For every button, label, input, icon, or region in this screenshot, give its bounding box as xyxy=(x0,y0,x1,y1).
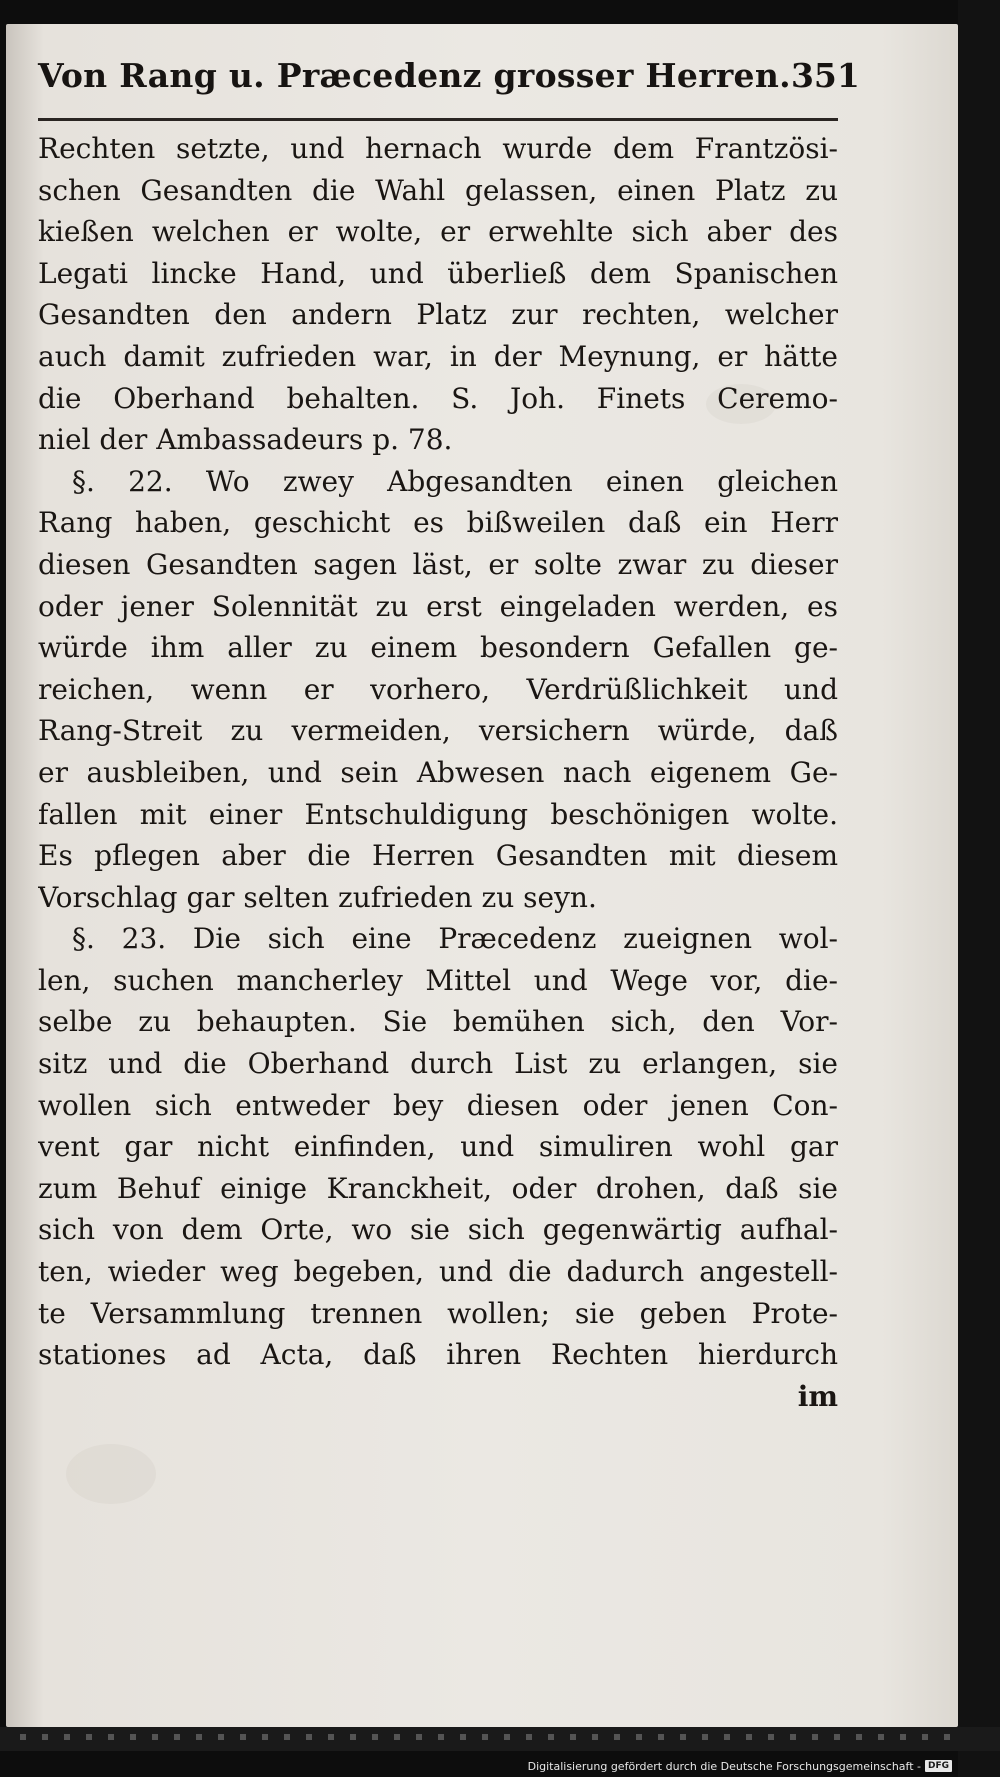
text-line: stationes ad Acta, daß ihren Rechten hierdurch xyxy=(38,1338,838,1372)
text-line: niel der Ambassadeurs p. 78. xyxy=(38,423,453,457)
text-line: auch damit zufrieden war, in der Meynung, er hätte xyxy=(38,339,838,373)
text-line: Rechten setzte, und hernach wurde dem Frantzösi- xyxy=(38,132,838,165)
text-line: er ausbleiben, und sein Abwesen nach eigenem Ge- xyxy=(38,755,838,789)
catchword: im xyxy=(797,1379,838,1413)
text-line: diesen Gesandten sagen läst, er solte zwar zu dieser xyxy=(38,547,838,581)
text-line: oder jener Solennität zu erst eingeladen werden, es xyxy=(38,589,838,623)
text-line: Rang haben, geschicht es bißweilen daß ein Herr xyxy=(38,506,838,540)
text-line: schen Gesandten die Wahl gelassen, einen Platz zu xyxy=(38,173,838,207)
text-line: Rang-Streit zu vermeiden, versichern würde, daß xyxy=(38,714,838,748)
header-rule xyxy=(38,118,838,121)
text-line: Gesandten den andern Platz zur rechten, welcher xyxy=(38,298,838,332)
text-line: ten, wieder weg begeben, und die dadurch angestell- xyxy=(38,1255,838,1289)
text-line: vent gar nicht einfinden, und simuliren wohl gar xyxy=(38,1130,838,1164)
body-text xyxy=(38,128,838,1417)
scan-gutter xyxy=(958,0,1000,1777)
text-line: wollen sich entweder bey diesen oder jenen Con- xyxy=(38,1088,838,1122)
scan-perforation xyxy=(20,1734,950,1740)
text-line: kießen welchen er wolte, er erwehlte sich aber des xyxy=(38,215,838,249)
text-line: Es pflegen aber die Herren Gesandten mit diesem xyxy=(38,839,838,873)
text-line: zum Behuf einige Kranckheit, oder drohen, daß sie xyxy=(38,1171,838,1205)
text-line: selbe zu behaupten. Sie bemühen sich, den Vor- xyxy=(38,1005,838,1039)
text-line: sitz und die Oberhand durch List zu erlangen, sie xyxy=(38,1047,838,1081)
text-line: Legati lincke Hand, und überließ dem Spanischen xyxy=(38,256,838,290)
digitization-credit xyxy=(528,1757,952,1775)
dfg-logo-icon: DFG xyxy=(925,1760,952,1772)
paragraph-start-line: §. 23. Die sich eine Præcedenz zueignen wol- xyxy=(72,922,838,956)
text-line: würde ihm aller zu einem besondern Gefallen ge- xyxy=(38,631,838,665)
text-line: len, suchen mancherley Mittel und Wege vor, die- xyxy=(38,963,838,997)
page-header xyxy=(38,56,860,116)
paper-stain xyxy=(66,1444,156,1504)
text-line: te Versammlung trennen wollen; sie geben Prote- xyxy=(38,1296,838,1330)
page-number: 351 xyxy=(790,56,860,95)
paragraph-start-line: §. 22. Wo zwey Abgesandten einen gleichen xyxy=(72,464,838,498)
text-line: Vorschlag gar selten zufrieden zu seyn. xyxy=(38,880,597,914)
text-line: reichen, wenn er vorhero, Verdrüßlichkeit und xyxy=(38,672,838,706)
text-line: fallen mit einer Entschuldigung beschönigen wolte. xyxy=(38,797,838,831)
text-line: sich von dem Orte, wo sie sich gegenwärtig aufhal- xyxy=(38,1213,838,1247)
text-line: die Oberhand behalten. S. Joh. Finets Ceremo- xyxy=(38,381,838,415)
credit-text: Digitalisierung gefördert durch die Deutsche Forschungsgemeinschaft - xyxy=(527,1759,921,1773)
running-head: Von Rang u. Præcedenz grosser Herren. xyxy=(38,56,791,95)
